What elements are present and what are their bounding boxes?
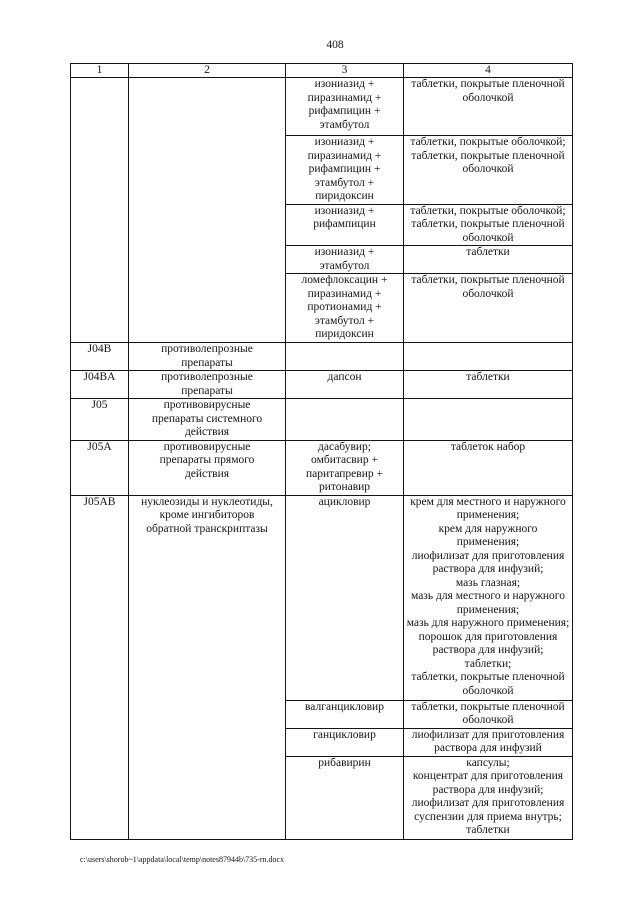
column-number-header: 4 (404, 64, 573, 78)
dosage-form-cell: капсулы; концентрат для приготовления раствора для инфузий; лиофилизат для приготовления суспензии для приема внутрь; таблетки (404, 756, 573, 839)
group-name-cell: противовирусные препараты системного действия (129, 399, 286, 441)
drug-cell (286, 399, 404, 441)
table-row (71, 399, 573, 441)
drug-cell: изониазид + пиразинамид + рифампицин + этамбутол (286, 78, 404, 136)
drug-cell: ацикловир (286, 495, 404, 700)
code-cell: J05A (71, 440, 129, 495)
table-row (71, 78, 573, 136)
page-number: 408 (326, 39, 344, 51)
table-row (71, 371, 573, 399)
column-number-header: 1 (71, 64, 129, 78)
drug-cell: дапсон (286, 371, 404, 399)
dosage-form-cell: таблетки, покрытые пленочной оболочкой (404, 78, 573, 136)
group-name-cell: противовирусные препараты прямого действия (129, 440, 286, 495)
group-name-cell: противолепрозные препараты (129, 371, 286, 399)
code-cell: J05 (71, 399, 129, 441)
drug-cell: рибавирин (286, 756, 404, 839)
dosage-form-cell: лиофилизат для приготовления раствора для инфузий (404, 728, 573, 756)
dosage-form-cell: таблетки (404, 371, 573, 399)
table-row (71, 440, 573, 495)
drug-cell: изониазид + этамбутол (286, 246, 404, 274)
drug-cell: изониазид + рифампицин (286, 204, 404, 246)
code-cell: J04BA (71, 371, 129, 399)
dosage-form-cell: таблеток набор (404, 440, 573, 495)
table-row (71, 495, 573, 700)
column-number-header: 2 (129, 64, 286, 78)
dosage-form-cell: крем для местного и наружного применения; крем для наружного применения; лиофилизат для приготовления раствора для инфузий; мазь глазная; мазь для местного и наружного применения; мазь для наружного применения; порошок для приготовления раствора для инфузий; таблетки; таблетки, покрытые пленочной оболочкой (404, 495, 573, 700)
drug-cell: ганцикловир (286, 728, 404, 756)
table-row (71, 343, 573, 371)
drug-cell: изониазид + пиразинамид + рифампицин + этамбутол + пиридоксин (286, 136, 404, 205)
drug-table (70, 63, 573, 840)
dosage-form-cell: таблетки, покрытые оболочкой; таблетки, покрытые пленочной оболочкой (404, 204, 573, 246)
dosage-form-cell (404, 343, 573, 371)
column-number-header: 3 (286, 64, 404, 78)
header-row (71, 64, 573, 78)
code-cell (71, 78, 129, 343)
drug-cell: ломефлоксацин + пиразинамид + протионамид + этамбутол + пиридоксин (286, 274, 404, 343)
dosage-form-cell: таблетки, покрытые пленочной оболочкой (404, 700, 573, 728)
group-name-cell: нуклеозиды и нуклеотиды, кроме ингибиторов обратной транскриптазы (129, 495, 286, 839)
dosage-form-cell: таблетки, покрытые пленочной оболочкой (404, 274, 573, 343)
footer-file-path: c:\users\shorob~1\appdata\local\temp\notes87944b\735-rn.docx (80, 855, 285, 864)
code-cell: J04B (71, 343, 129, 371)
code-cell: J05AB (71, 495, 129, 839)
drug-cell (286, 343, 404, 371)
group-name-cell (129, 78, 286, 343)
drug-cell: валганцикловир (286, 700, 404, 728)
drug-cell: дасабувир; омбитасвир + паритапревир + ритонавир (286, 440, 404, 495)
dosage-form-cell: таблетки, покрытые оболочкой; таблетки, покрытые пленочной оболочкой (404, 136, 573, 205)
group-name-cell: противолепрозные препараты (129, 343, 286, 371)
dosage-form-cell (404, 399, 573, 441)
dosage-form-cell: таблетки (404, 246, 573, 274)
